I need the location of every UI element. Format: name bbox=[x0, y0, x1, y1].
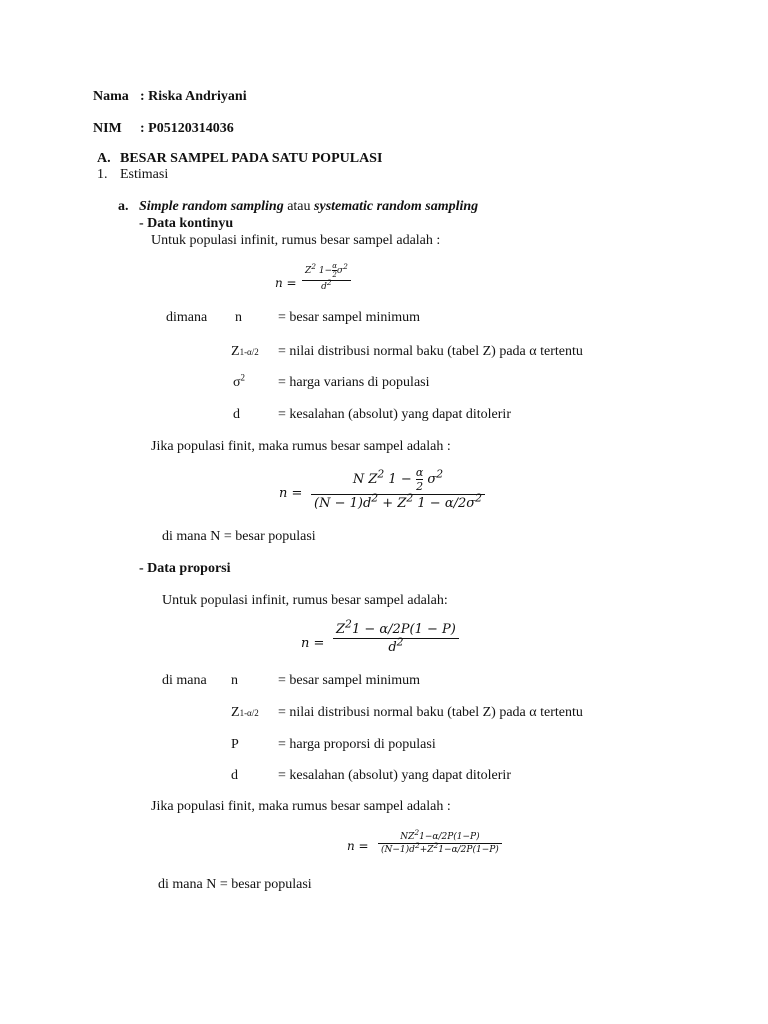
proporsi-desc-d: = kesalahan (absolut) yang dapat ditolerir bbox=[278, 768, 511, 783]
formula-4-denominator: $(N-1)d^2+Z^21-\alpha/2P(1-P)$ bbox=[381, 841, 499, 855]
nim-label: NIM bbox=[93, 121, 122, 136]
proporsi-heading: - Data proporsi bbox=[139, 561, 231, 576]
kontinyu-n-def: di mana N = besar populasi bbox=[162, 529, 316, 544]
formula-1-numerator: $Z^2$ 1− $\frac{\alpha}{2}$ $\sigma^2$ bbox=[305, 262, 348, 279]
section-a-marker: A. bbox=[97, 151, 111, 166]
formula-3 bbox=[333, 617, 459, 655]
nim-value: : P05120314036 bbox=[140, 121, 234, 136]
kontinyu-sym-z: Z1-α/2 bbox=[231, 344, 259, 359]
kontinyu-desc-z: = nilai distribusi normal baku (tabel Z) pada α tertentu bbox=[278, 344, 583, 359]
kontinyu-sym-d: d bbox=[233, 407, 240, 422]
formula-3-numerator: $Z^21 - \alpha/2P(1 - P)$ bbox=[336, 617, 456, 637]
formula-3-lhs: n = bbox=[301, 636, 325, 651]
proporsi-desc-p: = harga proporsi di populasi bbox=[278, 737, 436, 752]
proporsi-desc-z: = nilai distribusi normal baku (tabel Z) pada α tertentu bbox=[278, 705, 583, 720]
formula-4-lhs: n = bbox=[347, 839, 369, 853]
kontinyu-heading: - Data kontinyu bbox=[139, 216, 234, 231]
proporsi-desc-n: = besar sampel minimum bbox=[278, 673, 421, 688]
sub-a-marker: a. bbox=[118, 199, 129, 214]
kontinyu-finite-intro: Jika populasi finit, maka rumus besar sampel adalah : bbox=[151, 439, 451, 454]
proporsi-dimana: di mana bbox=[162, 673, 207, 688]
formula-4 bbox=[378, 828, 502, 855]
proporsi-sym-p: P bbox=[231, 737, 239, 752]
proporsi-intro: Untuk populasi infinit, rumus besar sampel adalah: bbox=[162, 593, 448, 608]
proporsi-sym-z: Z1-α/2 bbox=[231, 705, 259, 720]
proporsi-sym-d: d bbox=[231, 768, 238, 783]
formula-2-lhs: n = bbox=[279, 486, 303, 501]
formula-1-denominator: $d^2$ bbox=[321, 278, 332, 292]
kontinyu-dimana: dimana bbox=[166, 310, 208, 325]
sampling-line bbox=[139, 200, 478, 214]
item-1-marker: 1. bbox=[97, 167, 108, 182]
formula-4-numerator: $NZ^21-\alpha/2P(1-P)$ bbox=[400, 828, 480, 842]
nama-label: Nama bbox=[93, 89, 129, 104]
kontinyu-desc-d: = kesalahan (absolut) yang dapat ditolerir bbox=[278, 407, 511, 422]
kontinyu-desc-sigma: = harga varians di populasi bbox=[278, 375, 430, 390]
kontinyu-intro: Untuk populasi infinit, rumus besar sampel adalah : bbox=[151, 233, 441, 248]
proporsi-n-def: di mana N = besar populasi bbox=[158, 877, 312, 892]
kontinyu-sym-sigma: $\sigma^2$ bbox=[233, 372, 246, 390]
formula-1 bbox=[302, 262, 351, 292]
proporsi-sym-n: n bbox=[231, 673, 238, 688]
section-a-title: BESAR SAMPEL PADA SATU POPULASI bbox=[120, 151, 383, 166]
atau-word: atau bbox=[287, 199, 311, 214]
formula-2 bbox=[311, 466, 485, 511]
proporsi-finite-intro: Jika populasi finit, maka rumus besar sampel adalah : bbox=[151, 799, 451, 814]
formula-2-denominator: $(N - 1)d^2 + Z^2$ $1 - \alpha/2\sigma^2$ bbox=[314, 491, 483, 511]
nama-value: : Riska Andriyani bbox=[140, 89, 247, 104]
formula-3-denominator: $d^2$ bbox=[388, 635, 404, 655]
kontinyu-sym-n: n bbox=[235, 310, 242, 325]
kontinyu-desc-n: = besar sampel minimum bbox=[278, 310, 421, 325]
formula-1-lhs: n = bbox=[275, 276, 297, 290]
srs-term: Simple random sampling bbox=[139, 199, 284, 214]
item-1-title: Estimasi bbox=[120, 167, 169, 182]
sys-term: systematic random sampling bbox=[314, 199, 479, 214]
formula-2-numerator: N $Z^2$ 1 − $\frac{\alpha}{2}$ $\sigma^2$ bbox=[352, 466, 444, 493]
